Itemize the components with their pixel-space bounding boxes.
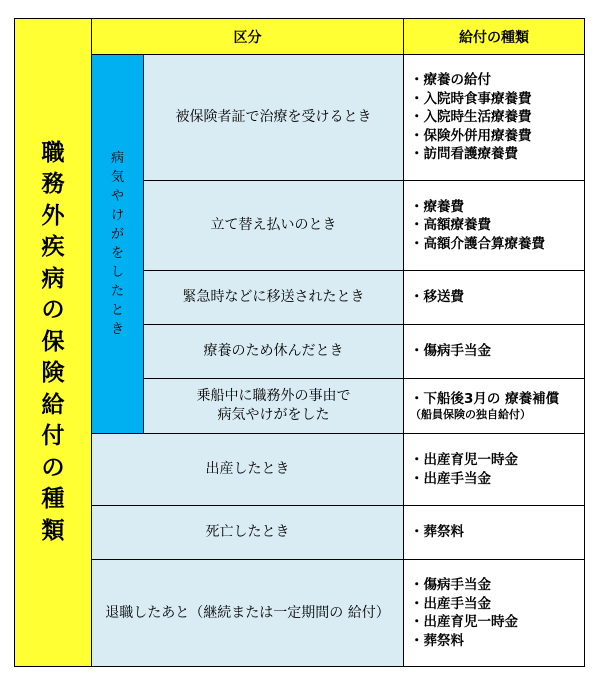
benefit-cell bbox=[404, 506, 584, 560]
side-title-char: 職 bbox=[41, 139, 65, 166]
category-cell bbox=[144, 271, 404, 325]
benefit-item: ・療養費 bbox=[410, 198, 464, 215]
side-title-char: の bbox=[41, 454, 65, 481]
side-title-char: 病 bbox=[41, 265, 65, 292]
category-label: 病気やけがをした bbox=[217, 407, 330, 423]
benefit-item: ・出産育児一時金 bbox=[410, 452, 518, 468]
side-title-char: 類 bbox=[41, 517, 65, 544]
benefit-cell bbox=[404, 181, 584, 271]
group-label-char: け bbox=[110, 208, 124, 223]
side-title bbox=[15, 19, 92, 666]
group-label-char: 気 bbox=[110, 170, 124, 185]
category-cell bbox=[144, 181, 404, 271]
category-label: 退職したあと（継続または一定期間の 給付） bbox=[105, 604, 390, 621]
benefit-item: ・移送費 bbox=[410, 289, 464, 306]
group-label-char: を bbox=[110, 246, 124, 261]
benefit-item: ・傷病手当金 bbox=[410, 577, 491, 593]
category-label: 立て替え払いのとき bbox=[210, 217, 337, 233]
group-label-char: き bbox=[110, 322, 124, 337]
benefit-item: ・訪問看護療養費 bbox=[410, 146, 518, 163]
side-title-char: 種 bbox=[41, 486, 65, 513]
category-label: 緊急時などに移送されたとき bbox=[182, 289, 365, 305]
side-title-char: 務 bbox=[41, 171, 65, 198]
benefit-item: ・出産育児一時金 bbox=[410, 614, 518, 630]
category-cell bbox=[92, 434, 404, 506]
benefit-item: ・保険外併用療養費 bbox=[410, 127, 532, 144]
benefit-item: ・出産手当金 bbox=[410, 470, 491, 487]
benefit-item: ・高額介護合算療養費 bbox=[410, 235, 545, 252]
benefit-note: （船員保険の独自給付） bbox=[410, 408, 531, 422]
header-category: 区分 bbox=[92, 19, 404, 55]
group-label-char: た bbox=[110, 284, 124, 299]
category-cell bbox=[144, 55, 404, 181]
benefit-item: ・高額療養費 bbox=[410, 217, 491, 234]
benefit-item: ・傷病手当金 bbox=[410, 343, 491, 360]
group-label-illness bbox=[92, 55, 144, 434]
benefit-cell bbox=[404, 271, 584, 325]
group-label-char: が bbox=[110, 227, 124, 242]
side-title-char: 給 bbox=[41, 391, 65, 418]
side-title-char: 険 bbox=[41, 360, 65, 387]
benefits-table bbox=[14, 18, 585, 667]
category-label: 死亡したとき bbox=[205, 524, 290, 540]
side-title-char: 疾 bbox=[41, 234, 65, 261]
category-cell bbox=[144, 325, 404, 379]
side-title-char: 付 bbox=[41, 423, 65, 450]
benefit-item: ・療養の給付 bbox=[410, 72, 491, 89]
category-cell bbox=[144, 379, 404, 434]
benefit-cell bbox=[404, 434, 584, 506]
benefit-cell bbox=[404, 379, 584, 434]
group-label-char: と bbox=[110, 303, 124, 318]
benefit-item: ・葬祭料 bbox=[410, 524, 464, 541]
side-title-char: 保 bbox=[41, 328, 65, 355]
benefit-item: ・下船後3月の 療養補償 bbox=[410, 390, 560, 407]
benefit-cell bbox=[404, 560, 584, 666]
side-title-char: 外 bbox=[41, 202, 65, 229]
benefit-item: ・葬祭料 bbox=[410, 632, 464, 649]
category-cell bbox=[92, 506, 404, 560]
benefit-cell bbox=[404, 325, 584, 379]
benefit-item: ・入院時食事療養費 bbox=[410, 90, 532, 107]
group-label-char: 病 bbox=[110, 151, 124, 166]
group-label-char: し bbox=[110, 265, 124, 280]
side-title-char: の bbox=[41, 297, 65, 324]
benefit-item: ・出産手当金 bbox=[410, 595, 491, 612]
category-cell bbox=[92, 560, 404, 666]
group-label-char: や bbox=[110, 189, 124, 204]
header-benefit-type: 給付の種類 bbox=[404, 19, 584, 55]
benefit-cell bbox=[404, 55, 584, 181]
category-label: 出産したとき bbox=[205, 461, 290, 477]
category-label: 療養のため休んだとき bbox=[203, 343, 344, 359]
category-label: 乗船中に職務外の事由で bbox=[196, 388, 351, 404]
benefit-item: ・入院時生活療養費 bbox=[410, 109, 532, 126]
category-label: 被保険者証で治療を受けるとき bbox=[175, 109, 372, 125]
